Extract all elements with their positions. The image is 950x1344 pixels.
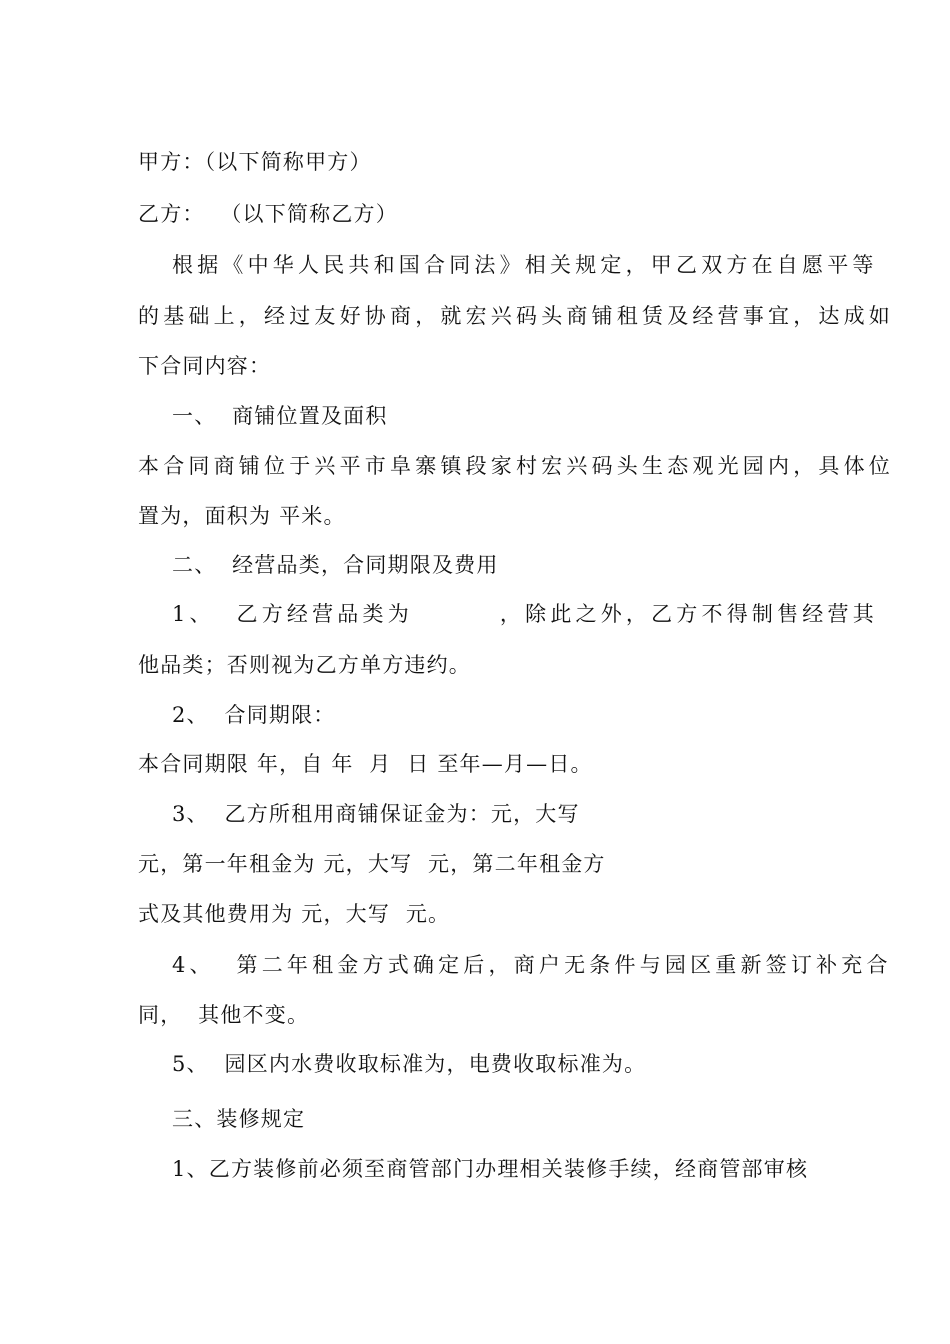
clause-2-heading: 2、 合同期限： xyxy=(172,703,336,727)
section-1-heading: 一、 商铺位置及面积 xyxy=(172,404,388,428)
intro-paragraph-line-2: 的基础上，经过友好协商，就宏兴码头商铺租赁及经营事宜，达成如 xyxy=(138,304,894,328)
clause-1-line-2: 他品类；否则视为乙方单方违约。 xyxy=(138,653,471,677)
clause-2-paragraph: 本合同期限 年，自 年 月 日 至年—月—日。 xyxy=(138,752,593,776)
clause-3-line-3: 式及其他费用为 元，大写 元。 xyxy=(138,902,451,926)
section-1-paragraph-line-1: 本合同商铺位于兴平市阜寨镇段家村宏兴码头生态观光园内，具体位 xyxy=(138,454,894,478)
section-3-clause-1-line-1: 1、乙方装修前必须至商管部门办理相关装修手续，经商管部审核 xyxy=(172,1157,809,1181)
party-b-line: 乙方： （以下简称乙方） xyxy=(138,202,398,226)
section-1-paragraph-line-2: 置为，面积为 平米。 xyxy=(138,504,346,528)
clause-3-line-1: 3、 乙方所租用商铺保证金为：元，大写 xyxy=(172,802,580,826)
intro-paragraph-line-3: 下合同内容： xyxy=(138,354,272,378)
clause-5-line: 5、 园区内水费收取标准为，电费收取标准为。 xyxy=(172,1052,647,1076)
clause-4-line-2: 同， 其他不变。 xyxy=(138,1003,310,1027)
clause-1-line-1: 1、 乙方经营品类为 ，除此之外，乙方不得制售经营其 xyxy=(172,602,878,626)
clause-4-line-1: 4、 第二年租金方式确定后，商户无条件与园区重新签订补充合 xyxy=(172,953,892,977)
party-a-line: 甲方：（以下简称甲方） xyxy=(138,150,372,174)
intro-paragraph-line-1: 根据《中华人民共和国合同法》相关规定，甲乙双方在自愿平等 xyxy=(172,253,878,277)
section-3-heading: 三、装修规定 xyxy=(172,1107,306,1131)
clause-3-line-2: 元，第一年租金为 元，大写 元，第二年租金方 xyxy=(138,852,606,876)
section-2-heading: 二、 经营品类，合同期限及费用 xyxy=(172,553,499,577)
